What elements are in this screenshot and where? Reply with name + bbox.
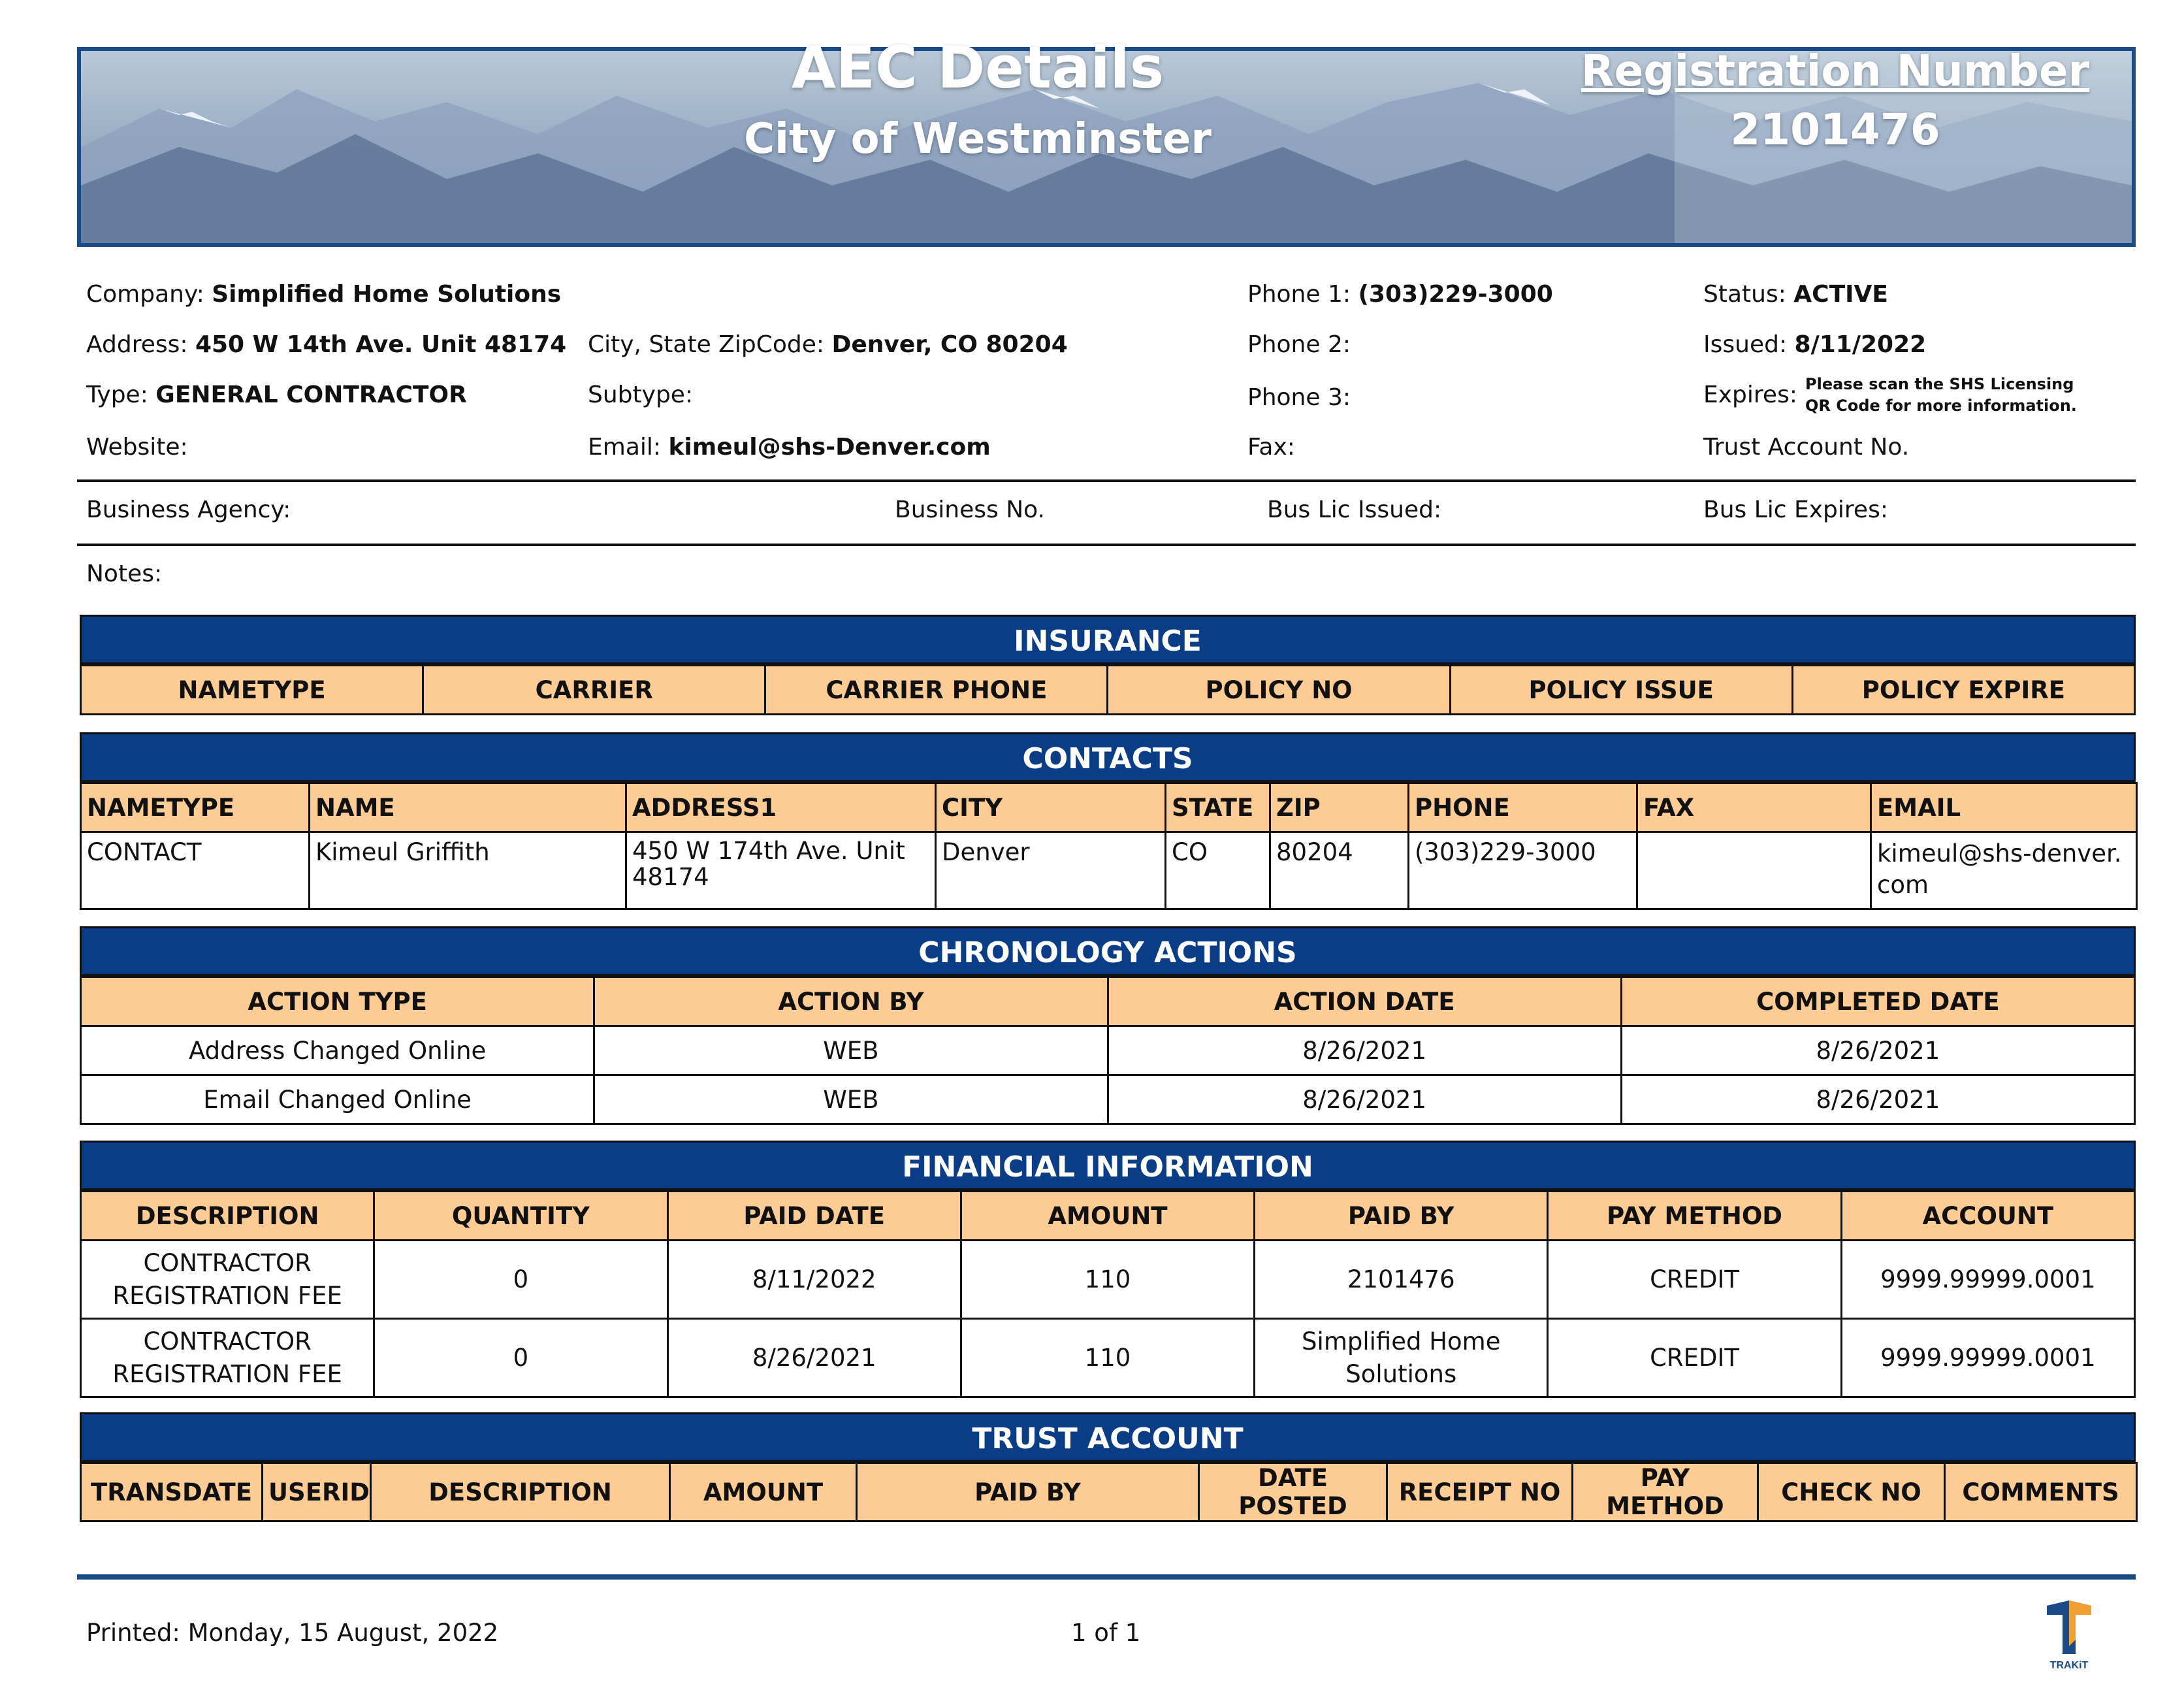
email-field: Email: kimeul@shs-Denver.com <box>588 434 991 461</box>
column-header: ZIP <box>1270 783 1409 832</box>
printed-date: Printed: Monday, 15 August, 2022 <box>86 1619 499 1647</box>
column-header: DESCRIPTION <box>371 1463 670 1521</box>
table-cell: Simplified Home Solutions <box>1255 1319 1548 1397</box>
table-cell: Address Changed Online <box>81 1026 594 1075</box>
table-row <box>81 1241 2135 1319</box>
column-header: STATE <box>1166 783 1270 832</box>
column-header: ACTION BY <box>594 977 1108 1026</box>
registration-number-label: Registration Number <box>1581 46 2090 96</box>
column-header: COMPLETED DATE <box>1621 977 2134 1026</box>
column-header: ACTION TYPE <box>81 977 594 1026</box>
company-value: Simplified Home Solutions <box>212 281 562 308</box>
expires-note-line-1: Please scan the SHS Licensing <box>1805 375 2074 393</box>
table-cell: 2101476 <box>1255 1241 1548 1319</box>
bus-lic-expires-field: Bus Lic Expires: <box>1703 496 1888 523</box>
city-state-zip-field: City, State ZipCode: Denver, CO 80204 <box>588 331 1068 358</box>
business-no-field: Business No. <box>895 496 1045 523</box>
column-header: CARRIER <box>423 666 765 715</box>
column-header: NAMETYPE <box>81 783 310 832</box>
footer-divider <box>77 1574 2136 1580</box>
table-cell: 8/26/2021 <box>667 1319 961 1397</box>
column-header: USERID <box>263 1463 371 1521</box>
table-cell: 110 <box>961 1319 1254 1397</box>
trust-account-title: TRUST ACCOUNT <box>80 1412 2136 1462</box>
page-title: AEC Details <box>791 34 1164 101</box>
insurance-title: INSURANCE <box>80 615 2136 664</box>
table-cell: 8/11/2022 <box>667 1241 961 1319</box>
column-header: DESCRIPTION <box>81 1192 374 1241</box>
table-cell: 8/26/2021 <box>1621 1026 2134 1075</box>
registration-number: 2101476 <box>1730 105 1940 155</box>
financial-table <box>80 1190 2136 1398</box>
issued-value: 8/11/2022 <box>1794 331 1927 358</box>
insurance-section <box>80 615 2136 715</box>
address-field: Address: 450 W 14th Ave. Unit 48174 <box>86 331 567 358</box>
column-header: AMOUNT <box>670 1463 857 1521</box>
email-value: kimeul@shs-Denver.com <box>668 434 991 461</box>
business-agency-field: Business Agency: <box>86 496 291 523</box>
table-cell: Denver <box>936 832 1166 909</box>
expires-note-line-2: QR Code for more information. <box>1805 397 2077 415</box>
table-cell: CO <box>1166 832 1270 909</box>
trust-account-table <box>80 1462 2138 1522</box>
column-header: PAY METHOD <box>1548 1192 1841 1241</box>
table-cell: 9999.99999.0001 <box>1841 1319 2134 1397</box>
page-number: 1 of 1 <box>1071 1619 1141 1647</box>
table-row <box>81 1075 2135 1124</box>
table-cell: Email Changed Online <box>81 1075 594 1124</box>
address-value: 450 W 14th Ave. Unit 48174 <box>195 331 567 358</box>
city-state-zip-value: Denver, CO 80204 <box>831 331 1068 358</box>
financial-section <box>80 1141 2136 1398</box>
column-header: COMMENTS <box>1945 1463 2137 1521</box>
table-cell: CONTRACTOR REGISTRATION FEE <box>81 1319 374 1397</box>
phone2-field: Phone 2: <box>1247 331 1351 358</box>
table-cell: kimeul@shs-denver.com <box>1871 832 2137 909</box>
table-cell: Kimeul Griffith <box>310 832 626 909</box>
status-field: Status: ACTIVE <box>1703 281 1888 308</box>
fax-field: Fax: <box>1247 434 1295 461</box>
table-cell: WEB <box>594 1026 1108 1075</box>
phone3-field: Phone 3: <box>1247 384 1351 411</box>
table-cell: 8/26/2021 <box>1621 1075 2134 1124</box>
column-header: CARRIER PHONE <box>765 666 1108 715</box>
table-cell: 8/26/2021 <box>1108 1075 1621 1124</box>
subtype-field: Subtype: <box>588 381 694 408</box>
table-cell: 8/26/2021 <box>1108 1026 1621 1075</box>
financial-title: FINANCIAL INFORMATION <box>80 1141 2136 1190</box>
column-header: AMOUNT <box>961 1192 1254 1241</box>
type-value: GENERAL CONTRACTOR <box>155 381 467 408</box>
trakit-logo-icon <box>2043 1600 2095 1672</box>
column-header: PAID BY <box>1255 1192 1548 1241</box>
column-header: TRANSDATE <box>81 1463 263 1521</box>
column-header: RECEIPT NO <box>1387 1463 1573 1521</box>
column-header: POLICY NO <box>1108 666 1450 715</box>
divider <box>77 479 2136 482</box>
bus-lic-issued-field: Bus Lic Issued: <box>1267 496 1442 523</box>
table-row <box>81 1026 2135 1075</box>
table-cell: CREDIT <box>1548 1241 1841 1319</box>
insurance-table <box>80 664 2136 715</box>
table-cell: 110 <box>961 1241 1254 1319</box>
column-header: ACCOUNT <box>1841 1192 2134 1241</box>
table-cell: WEB <box>594 1075 1108 1124</box>
chronology-title: CHRONOLOGY ACTIONS <box>80 926 2136 976</box>
type-field: Type: GENERAL CONTRACTOR <box>86 381 467 408</box>
table-cell <box>1637 832 1871 909</box>
logo-text: TRAKiT <box>2049 1660 2089 1671</box>
column-header: CHECK NO <box>1758 1463 1945 1521</box>
table-cell: 9999.99999.0001 <box>1841 1241 2134 1319</box>
table-cell: (303)229-3000 <box>1409 832 1637 909</box>
column-header: PAID DATE <box>667 1192 961 1241</box>
table-cell: 80204 <box>1270 832 1409 909</box>
column-header: POLICY EXPIRE <box>1792 666 2134 715</box>
table-cell: CREDIT <box>1548 1319 1841 1397</box>
column-header: QUANTITY <box>374 1192 667 1241</box>
column-header: NAME <box>310 783 626 832</box>
column-header: ACTION DATE <box>1108 977 1621 1026</box>
contacts-table <box>80 782 2138 910</box>
column-header: PAY METHOD <box>1573 1463 1758 1521</box>
contacts-section <box>80 732 2136 910</box>
company-field: Company: Simplified Home Solutions <box>86 281 562 308</box>
trust-account-section <box>80 1412 2136 1522</box>
phone1-field: Phone 1: (303)229-3000 <box>1247 281 1553 308</box>
chronology-table <box>80 976 2136 1125</box>
column-header: PHONE <box>1409 783 1637 832</box>
table-row <box>81 832 2137 909</box>
contacts-title: CONTACTS <box>80 732 2136 782</box>
chronology-section <box>80 926 2136 1125</box>
phone1-value: (303)229-3000 <box>1358 281 1553 308</box>
table-cell: CONTACT <box>81 832 310 909</box>
trust-account-no-field: Trust Account No. <box>1703 434 1910 461</box>
table-cell: 0 <box>374 1319 667 1397</box>
issued-field: Issued: 8/11/2022 <box>1703 331 1927 358</box>
column-header: CITY <box>936 783 1166 832</box>
website-field: Website: <box>86 434 188 461</box>
column-header: POLICY ISSUE <box>1450 666 1792 715</box>
notes-field: Notes: <box>86 560 163 587</box>
table-row <box>81 1319 2135 1397</box>
column-header: FAX <box>1637 783 1871 832</box>
status-value: ACTIVE <box>1793 281 1888 308</box>
table-cell: 450 W 174th Ave. Unit 48174 <box>626 832 936 909</box>
table-cell: CONTRACTOR REGISTRATION FEE <box>81 1241 374 1319</box>
column-header: NAMETYPE <box>81 666 423 715</box>
divider <box>77 544 2136 546</box>
column-header: PAID BY <box>857 1463 1199 1521</box>
column-header: DATE POSTED <box>1199 1463 1387 1521</box>
table-cell: 0 <box>374 1241 667 1319</box>
column-header: EMAIL <box>1871 783 2137 832</box>
page-subtitle: City of Westminster <box>744 115 1212 163</box>
expires-field: Expires: <box>1703 381 1797 408</box>
column-header: ADDRESS1 <box>626 783 936 832</box>
